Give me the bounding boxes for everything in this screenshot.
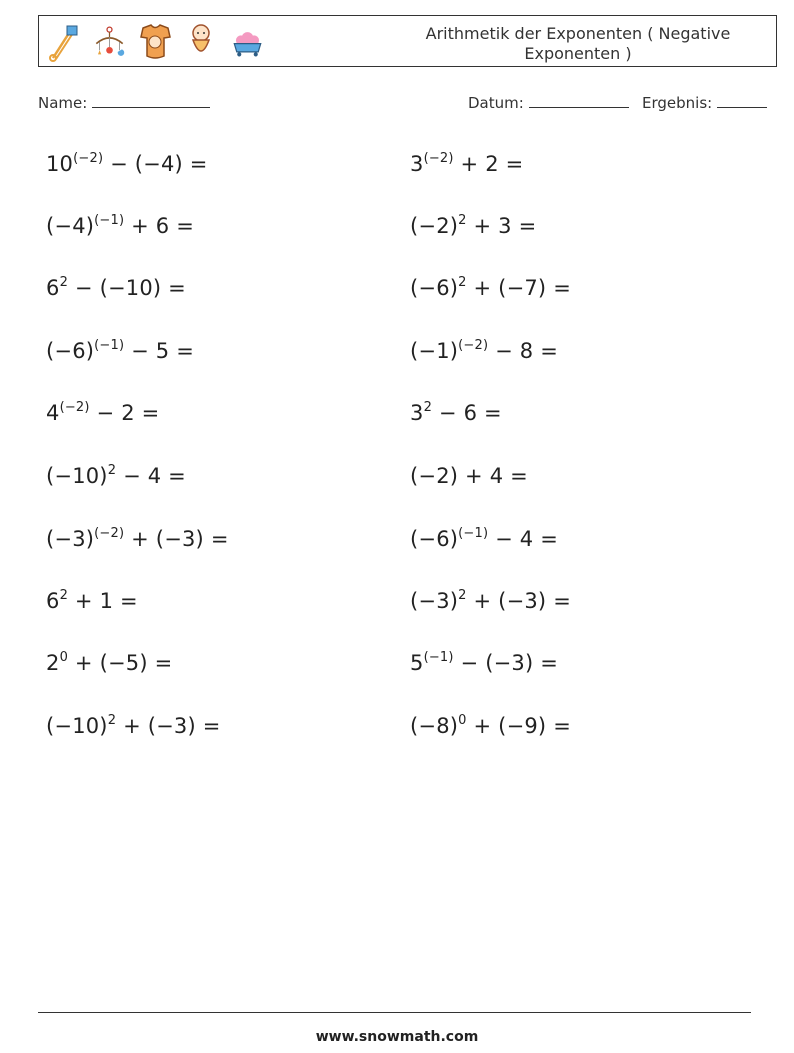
expression-part: 6 xyxy=(46,589,60,613)
name-blank[interactable] xyxy=(92,93,210,108)
expression-part: − 6 = xyxy=(432,401,502,425)
exponent: 2 xyxy=(458,213,467,228)
exponent: 0 xyxy=(59,650,69,665)
worksheet-title xyxy=(418,24,738,64)
name-field xyxy=(38,93,210,112)
problem-15 xyxy=(46,589,138,613)
exponent: 0 xyxy=(458,713,467,728)
header-box xyxy=(38,15,777,67)
result-label: Ergebnis: xyxy=(642,94,713,112)
exponent: (−2) xyxy=(458,338,489,353)
problem-17 xyxy=(46,651,172,675)
exponent: (−1) xyxy=(94,338,125,353)
exponent: 2 xyxy=(458,588,467,603)
expression-part: (−6) xyxy=(410,527,459,551)
expression-part: + 6 = xyxy=(124,214,195,238)
expression-part: + 1 = xyxy=(68,589,138,613)
expression-part: + (−3) = xyxy=(116,714,221,738)
expression-part: (−1) xyxy=(410,339,459,363)
exponent: (−1) xyxy=(423,650,454,665)
expression-part: 3 xyxy=(410,152,424,176)
expression-part: (−10) xyxy=(46,464,108,488)
expression-part: − (−3) = xyxy=(453,651,559,675)
result-field xyxy=(642,93,767,112)
date-blank[interactable] xyxy=(529,93,629,108)
exponent: (−2) xyxy=(59,400,90,415)
baby-mobile-icon xyxy=(93,22,126,62)
date-label: Datum: xyxy=(468,94,524,112)
problem-7 xyxy=(46,339,194,363)
expression-part: + (−7) = xyxy=(466,276,572,300)
exponent: 2 xyxy=(423,400,433,415)
expression-part: − 4 = xyxy=(488,527,559,551)
expression-part: − 2 = xyxy=(89,401,160,425)
expression-part: − 8 = xyxy=(488,339,559,363)
header-icons xyxy=(47,21,264,63)
expression-part: 3 xyxy=(410,401,424,425)
exponent: 2 xyxy=(458,275,467,290)
expression-part: 2 xyxy=(46,651,60,675)
problem-9 xyxy=(46,401,159,425)
expression-part: (−3) xyxy=(410,589,459,613)
exponent: (−1) xyxy=(94,213,125,228)
exponent: 2 xyxy=(107,463,117,478)
footer-divider xyxy=(38,1012,751,1013)
problem-14 xyxy=(410,527,558,551)
exponent: (−2) xyxy=(423,151,454,166)
problem-20 xyxy=(410,714,571,738)
name-label: Name: xyxy=(38,94,88,112)
problem-3 xyxy=(46,214,194,238)
problem-11 xyxy=(46,464,186,488)
expression-part: + (−9) = xyxy=(466,714,572,738)
swaddled-baby-icon xyxy=(185,22,218,62)
problem-5 xyxy=(46,276,186,300)
expression-part: − 5 = xyxy=(124,339,195,363)
expression-part: + 2 = xyxy=(453,152,524,176)
expression-part: (−10) xyxy=(46,714,108,738)
title-line-1: Arithmetik der Exponenten ( Negative xyxy=(425,24,731,43)
exponent: (−2) xyxy=(94,526,125,541)
expression-part: 6 xyxy=(46,276,60,300)
expression-part: + (−3) = xyxy=(466,589,572,613)
expression-part: (−2) + 4 = xyxy=(410,464,528,488)
problem-4 xyxy=(410,214,536,238)
problem-6 xyxy=(410,276,571,300)
exponent: (−2) xyxy=(73,151,104,166)
problem-10 xyxy=(410,401,502,425)
expression-part: (−8) xyxy=(410,714,459,738)
problem-2 xyxy=(410,152,523,176)
result-blank[interactable] xyxy=(717,93,767,108)
baby-bath-icon xyxy=(231,22,264,62)
problem-1 xyxy=(46,152,208,176)
expression-part: + 3 = xyxy=(466,214,537,238)
problem-16 xyxy=(410,589,571,613)
expression-part: + (−5) = xyxy=(68,651,173,675)
expression-part: − 4 = xyxy=(116,464,186,488)
expression-part: 4 xyxy=(46,401,60,425)
problem-19 xyxy=(46,714,221,738)
onesie-icon xyxy=(139,22,172,62)
expression-part: (−4) xyxy=(46,214,95,238)
exponent: 2 xyxy=(59,588,69,603)
problem-18 xyxy=(410,651,558,675)
date-field xyxy=(468,93,629,112)
expression-part: − (−10) = xyxy=(68,276,186,300)
problem-8 xyxy=(410,339,558,363)
expression-part: + (−3) = xyxy=(124,527,229,551)
expression-part: (−6) xyxy=(410,276,459,300)
title-line-2: Exponenten ) xyxy=(524,44,632,63)
problem-12 xyxy=(410,464,528,488)
expression-part: (−2) xyxy=(410,214,459,238)
problem-13 xyxy=(46,527,229,551)
expression-part: 10 xyxy=(46,152,74,176)
exponent: (−1) xyxy=(458,526,489,541)
expression-part: 5 xyxy=(410,651,424,675)
safety-pin-icon xyxy=(47,22,80,62)
expression-part: − (−4) = xyxy=(103,152,208,176)
footer-site: www.snowmath.com xyxy=(315,1029,479,1045)
exponent: 2 xyxy=(59,275,69,290)
expression-part: (−3) xyxy=(46,527,95,551)
expression-part: (−6) xyxy=(46,339,95,363)
exponent: 2 xyxy=(107,713,117,728)
